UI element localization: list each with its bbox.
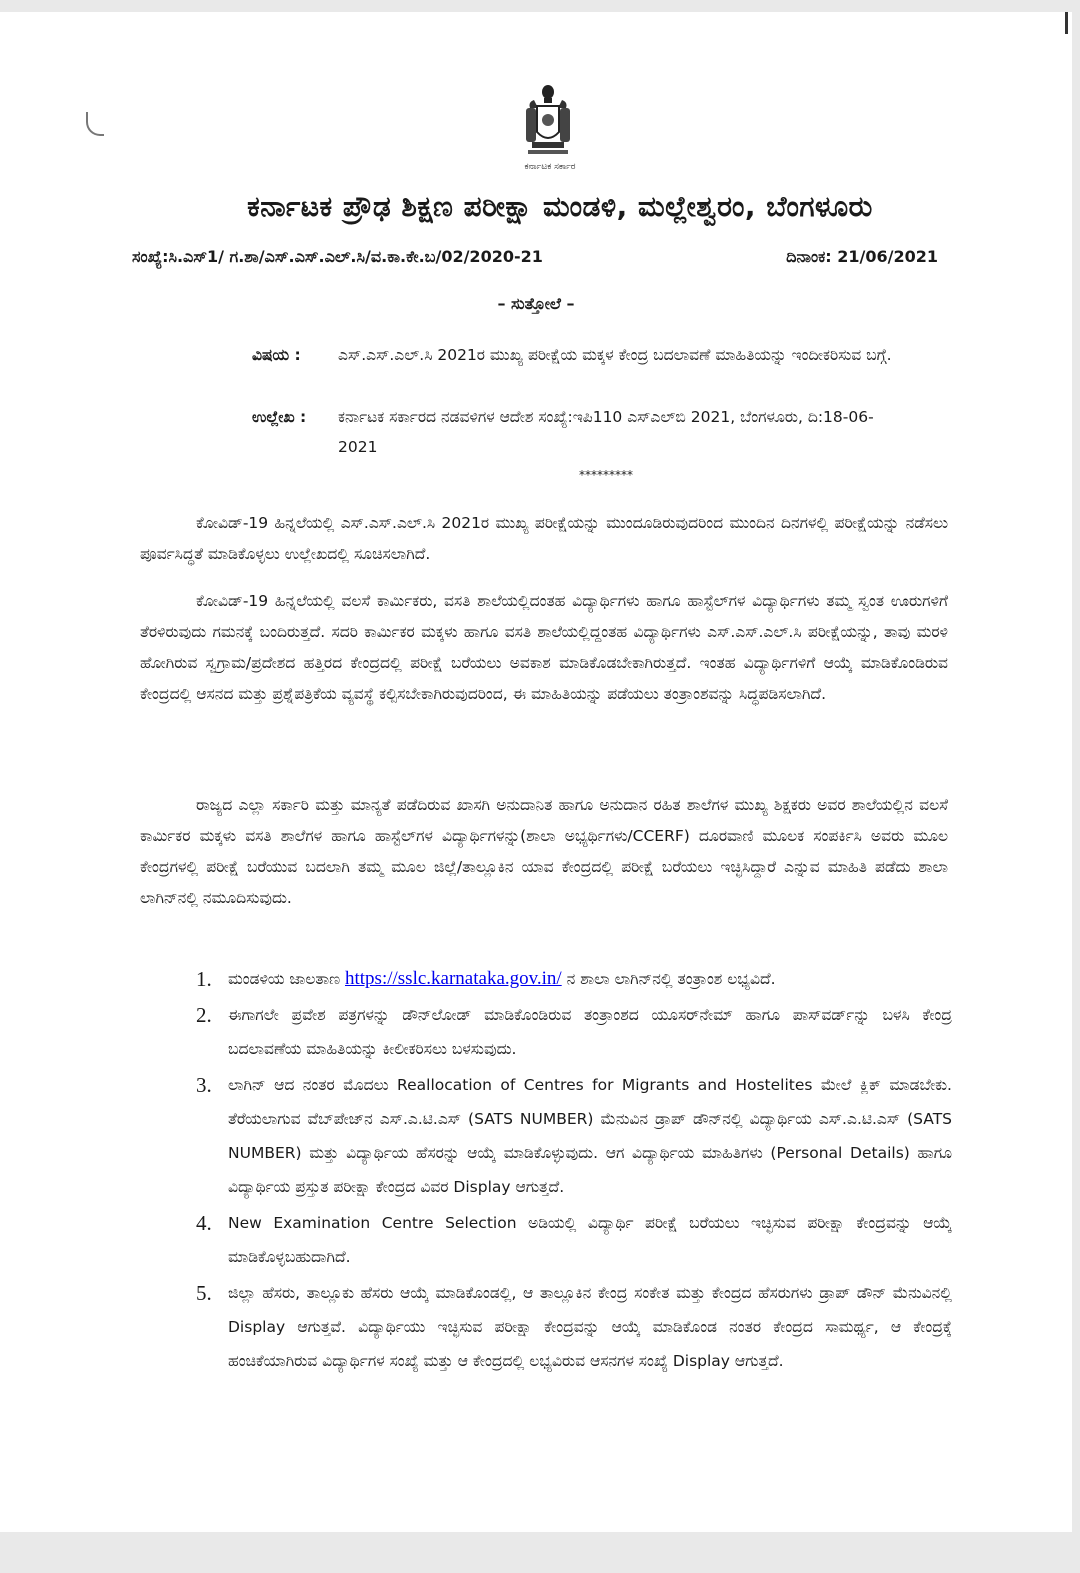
subject-label: ವಿಷಯ : xyxy=(252,346,301,364)
instruction-list xyxy=(192,962,952,1380)
step-1-text-before: ಮಂಡಳಿಯ ಜಾಲತಾಣ xyxy=(228,970,345,988)
reference-block xyxy=(252,402,952,462)
board-title: ಕರ್ನಾಟಕ ಪ್ರೌಢ ಶಿಕ್ಷಣ ಪರೀಕ್ಷಾ ಮಂಡಳಿ, ಮಲ್ಲೇಶ್ವರಂ, ಬೆಂಗಳೂರು xyxy=(247,190,873,223)
scan-background xyxy=(0,1532,1080,1573)
paragraph-1: ಕೋವಿಡ್-19 ಹಿನ್ನಲೆಯಲ್ಲಿ ಎಸ್.ಎಸ್.ಎಲ್.ಸಿ 2021ರ ಮುಖ್ಯ ಪರೀಕ್ಷೆಯನ್ನು ಮುಂದೂಡಿರುವುದರಿಂದ ಮುಂದಿನ ದಿನಗಳಲ್ಲಿ ಪರೀಕ್ಷೆಯನ್ನು ನಡೆಸಲು ಪೂರ್ವಸಿದ್ಧತೆ ಮಾಡಿಕೊಳ್ಳಲು ಉಲ್ಲೇಖದಲ್ಲಿ ಸೂಚಿಸಲಾಗಿದೆ. xyxy=(140,513,948,563)
subject-block xyxy=(252,340,952,370)
sslc-portal-link[interactable]: https://sslc.karnataka.gov.in/ xyxy=(345,968,562,989)
emblem-caption: ಕರ್ನಾಟಕ ಸರ್ಕಾರ xyxy=(524,162,576,172)
document-page xyxy=(0,12,1072,1532)
reference-number: ಸಂಖ್ಯೆ:ಸಿ.ಎಸ್1/ ಗ.ಶಾ/ಎಸ್.ಎಸ್.ಎಲ್.ಸಿ/ವ.ಕಾ.ಕೇ.ಬ/02/2020-21 xyxy=(132,247,543,266)
list-item-3 xyxy=(192,1068,952,1204)
reference-text: ಕರ್ನಾಟಕ ಸರ್ಕಾರದ ನಡವಳಿಗಳ ಆದೇಶ ಸಂಖ್ಯೆ:ಇಪಿ110 ಎಸ್ಎಲ್‌ಬಿ 2021, ಬೆಂಗಳೂರು, ದಿ:18-06-2021 xyxy=(338,408,874,456)
list-number: 4. xyxy=(196,1211,212,1235)
paragraph-2: ಕೋವಿಡ್-19 ಹಿನ್ನಲೆಯಲ್ಲಿ ವಲಸೆ ಕಾರ್ಮಿಕರು, ವಸತಿ ಶಾಲೆಯಲ್ಲಿದಂತಹ ವಿದ್ಯಾರ್ಥಿಗಳು ಹಾಗೂ ಹಾಸ್ಟೆಲ್‌ಗಳ ವಿದ್ಯಾರ್ಥಿಗಳು ತಮ್ಮ ಸ್ವಂತ ಊರುಗಳಿಗೆ ತೆರಳಿರುವುದು ಗಮನಕ್ಕೆ ಬಂದಿರುತ್ತದೆ. ಸದರಿ ಕಾರ್ಮಿಕರ ಮಕ್ಕಳು ಹಾಗೂ ವಸತಿ ಶಾಲೆಯಲ್ಲಿದ್ದಂತಹ ವಿದ್ಯಾರ್ಥಿಗಳು ಎಸ್.ಎಸ್.ಎಲ್.ಸಿ ಪರೀಕ್ಷೆಯನ್ನು, ತಾವು ಮರಳಿ ಹೋಗಿರುವ ಸ್ವಗ್ರಾಮ/ಪ್ರದೇಶದ ಹತ್ತಿರದ ಕೇಂದ್ರದಲ್ಲಿ ಪರೀಕ್ಷೆ ಬರೆಯಲು ಅವಕಾಶ ಮಾಡಿಕೊಡಬೇಕಾಗಿರುತ್ತದೆ. ಇಂತಹ ವಿದ್ಯಾರ್ಥಿಗಳಿಗೆ ಆಯ್ಕೆ ಮಾಡಿಕೊಂಡಿರುವ ಕೇಂದ್ರದಲ್ಲಿ ಆಸನದ ಮತ್ತು ಪ್ರಶ್ನೆಪತ್ರಿಕೆಯ ವ್ಯವಸ್ಥೆ ಕಲ್ಪಿಸಬೇಕಾಗಿರುವುದರಿಂದ, ಈ ಮಾಹಿತಿಯನ್ನು ಪಡೆಯಲು ತಂತ್ರಾಂಶವನ್ನು ಸಿದ್ಧಪಡಿಸಲಾಗಿದೆ. xyxy=(140,591,948,703)
list-item-5 xyxy=(192,1276,952,1378)
list-item-2 xyxy=(192,998,952,1066)
list-item-4 xyxy=(192,1206,952,1274)
document-date: ದಿನಾಂಕ: 21/06/2021 xyxy=(786,247,938,266)
list-number: 2. xyxy=(196,1003,212,1027)
reference-label: ಉಲ್ಲೇಖ : xyxy=(252,408,307,426)
subject-text: ಎಸ್.ಎಸ್.ಎಲ್.ಸಿ 2021ರ ಮುಖ್ಯ ಪರೀಕ್ಷೆಯ ಮಕ್ಕಳ ಕೇಂದ್ರ ಬದಲಾವಣೆ ಮಾಹಿತಿಯನ್ನು ಇಂದೀಕರಿಸುವ ಬಗ್ಗೆ. xyxy=(338,346,892,364)
circular-label: – ಸುತ್ತೋಲೆ – xyxy=(497,294,575,313)
step-5-text: ಜಿಲ್ಲಾ ಹೆಸರು, ತಾಲ್ಲೂಕು ಹೆಸರು ಆಯ್ಕೆ ಮಾಡಿಕೊಂಡಲ್ಲಿ, ಆ ತಾಲ್ಲೂಕಿನ ಕೇಂದ್ರ ಸಂಕೇತ ಮತ್ತು ಕೇಂದ್ರದ ಹೆಸರುಗಳು ಡ್ರಾಪ್ ಡೌನ್ ಮೆನುವಿನಲ್ಲಿ Display ಆಗುತ್ತವೆ. ವಿದ್ಯಾರ್ಥಿಯು ಇಚ್ಛಿಸುವ ಪರೀಕ್ಷಾ ಕೇಂದ್ರವನ್ನು ಆಯ್ಕೆ ಮಾಡಿಕೊಂಡ ನಂತರ ಕೇಂದ್ರದ ಸಾಮರ್ಥ್ಯ, ಆ ಕೇಂದ್ರಕ್ಕೆ ಹಂಚಿಕೆಯಾಗಿರುವ ವಿದ್ಯಾರ್ಥಿಗಳ ಸಂಖ್ಯೆ ಮತ್ತು ಆ ಕೇಂದ್ರದಲ್ಲಿ ಲಭ್ಯವಿರುವ ಆಸನಗಳ ಸಂಖ್ಯೆ Display ಆಗುತ್ತದೆ. xyxy=(228,1284,952,1370)
list-number: 3. xyxy=(196,1073,212,1097)
step-4-text: New Examination Centre Selection ಅಡಿಯಲ್ಲಿ ವಿದ್ಯಾರ್ಥಿ ಪರೀಕ್ಷೆ ಬರೆಯಲು ಇಚ್ಛಿಸುವ ಪರೀಕ್ಷಾ ಕೇಂದ್ರವನ್ನು ಆಯ್ಕೆ ಮಾಡಿಕೊಳ್ಳಬಹುದಾಗಿದೆ. xyxy=(228,1214,952,1266)
separator-stars: ********* xyxy=(579,468,633,482)
karnataka-emblem-icon xyxy=(518,74,578,174)
step-1-text-after: ನ ಶಾಲಾ ಲಾಗಿನ್‌ನಲ್ಲಿ ತಂತ್ರಾಂಶ ಲಭ್ಯವಿದೆ. xyxy=(566,970,776,988)
scan-edge-mark xyxy=(1065,12,1068,34)
list-number: 1. xyxy=(196,967,212,991)
list-number: 5. xyxy=(196,1281,212,1305)
scan-curl-mark xyxy=(86,112,104,136)
paragraph-3: ರಾಜ್ಯದ ಎಲ್ಲಾ ಸರ್ಕಾರಿ ಮತ್ತು ಮಾನ್ಯತೆ ಪಡೆದಿರುವ ಖಾಸಗಿ ಅನುದಾನಿತ ಹಾಗೂ ಅನುದಾನ ರಹಿತ ಶಾಲೆಗಳ ಮುಖ್ಯ ಶಿಕ್ಷಕರು ಅವರ ಶಾಲೆಯಲ್ಲಿನ ವಲಸೆ ಕಾರ್ಮಿಕರ ಮಕ್ಕಳು ವಸತಿ ಶಾಲೆಗಳ ಹಾಗೂ ಹಾಸ್ಟೆಲ್‌ಗಳ ವಿದ್ಯಾರ್ಥಿಗಳನ್ನು(ಶಾಲಾ ಅಭ್ಯರ್ಥಿಗಳು/CCERF) ದೂರವಾಣಿ ಮೂಲಕ ಸಂಪರ್ಕಿಸಿ ಅವರು ಮೂಲ ಕೇಂದ್ರಗಳಲ್ಲಿ ಪರೀಕ್ಷೆ ಬರೆಯುವ ಬದಲಾಗಿ ತಮ್ಮ ಮೂಲ ಜಿಲ್ಲೆ/ತಾಲ್ಲೂಕಿನ ಯಾವ ಕೇಂದ್ರದಲ್ಲಿ ಪರೀಕ್ಷೆ ಬರೆಯಲು ಇಚ್ಛಿಸಿದ್ದಾರೆ ಎನ್ನುವ ಮಾಹಿತಿ ಪಡೆದು ಶಾಲಾ ಲಾಗಿನ್‌ನಲ್ಲಿ ನಮೂದಿಸುವುದು. xyxy=(140,795,948,907)
list-item-1 xyxy=(192,962,952,996)
step-2-text: ಈಗಾಗಲೇ ಪ್ರವೇಶ ಪತ್ರಗಳನ್ನು ಡೌನ್‌ಲೋಡ್ ಮಾಡಿಕೊಂಡಿರುವ ತಂತ್ರಾಂಶದ ಯೂಸರ್‌ನೇಮ್ ಹಾಗೂ ಪಾಸ್‌ವರ್ಡ್‌ನ್ನು ಬಳಸಿ ಕೇಂದ್ರ ಬದಲಾವಣೆಯ ಮಾಹಿತಿಯನ್ನು ಕೀಲೀಕರಿಸಲು ಬಳಸುವುದು. xyxy=(228,1006,952,1058)
step-3-text: ಲಾಗಿನ್ ಆದ ನಂತರ ಮೊದಲು Reallocation of Centres for Migrants and Hostelites ಮೇಲೆ ಕ್ಲಿಕ್ ಮಾಡಬೇಕು. ತೆರೆಯಲಾಗುವ ವೆಬ್‌ಪೇಜ್‌ನ ಎಸ್.ಎ.ಟಿ.ಎಸ್ (SATS NUMBER) ಮೆನುವಿನ ಡ್ರಾಪ್ ಡೌನ್‌ನಲ್ಲಿ ವಿದ್ಯಾರ್ಥಿಯ ಎಸ್.ಎ.ಟಿ.ಎಸ್ (SATS NUMBER) ಮತ್ತು ವಿದ್ಯಾರ್ಥಿಯ ಹೆಸರನ್ನು ಆಯ್ಕೆ ಮಾಡಿಕೊಳ್ಳುವುದು. ಆಗ ವಿದ್ಯಾರ್ಥಿಯ ಮಾಹಿತಿಗಳು (Personal Details) ಹಾಗೂ ವಿದ್ಯಾರ್ಥಿಯ ಪ್ರಸ್ತುತ ಪರೀಕ್ಷಾ ಕೇಂದ್ರದ ವಿವರ Display ಆಗುತ್ತದೆ. xyxy=(228,1076,952,1196)
